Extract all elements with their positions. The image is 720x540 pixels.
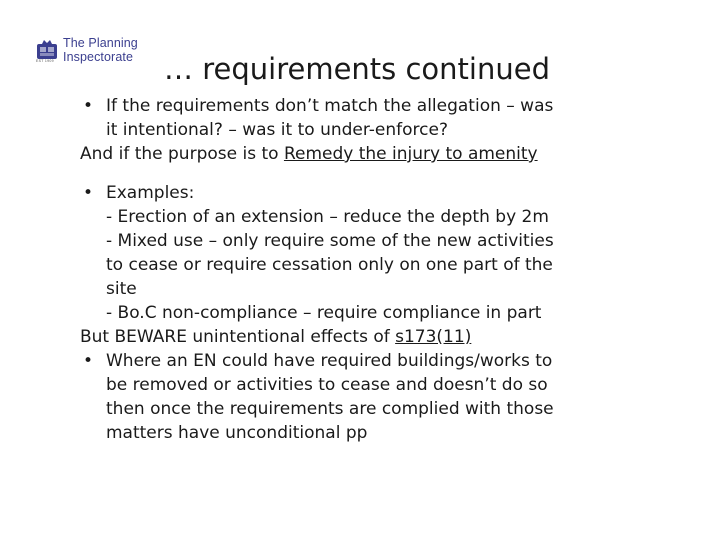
logo-est-text: EST 1909 xyxy=(36,59,54,63)
planning-inspectorate-logo xyxy=(34,35,154,67)
logo-line-1: The Planning xyxy=(63,36,138,50)
bullet-2-line-1: • Examples: xyxy=(80,181,700,205)
s173-underlined: s173(11) xyxy=(395,327,472,347)
slide-title: … requirements continued xyxy=(164,52,550,86)
remedy-injury-underlined: Remedy the injury to amenity xyxy=(283,144,538,164)
bullet-1-line-2: it intentional? – was it to under-enforce? xyxy=(106,120,448,140)
bullet-3-line-4: matters have unconditional pp xyxy=(106,423,368,443)
paragraph-beware xyxy=(80,325,700,349)
logo-line-2: Inspectorate xyxy=(63,50,133,64)
spacer xyxy=(80,166,700,181)
bullet-3-line-1: • Where an EN could have required buildings/works to xyxy=(80,349,700,373)
slide-body xyxy=(80,94,700,445)
paragraph-remedy-prefix: And if the purpose is to xyxy=(80,144,284,164)
bullet-1-line-1: • If the requirements don’t match the allegation – was xyxy=(80,94,700,118)
bullet-2-line-2: - Erection of an extension – reduce the depth by 2m xyxy=(106,207,549,227)
bullet-2-line-6: - Bo.C non-compliance – require compliance in part xyxy=(106,303,542,323)
paragraph-remedy xyxy=(80,142,700,166)
bullet-3-line-2: be removed or activities to cease and doesn’t do so xyxy=(106,375,548,395)
bullet-2-line-3: - Mixed use – only require some of the new activities xyxy=(106,231,554,251)
logo-wordmark xyxy=(63,36,138,64)
bullet-2-line-4: to cease or require cessation only on one part of the xyxy=(106,255,553,275)
bullet-3-line-3: then once the requirements are complied with those xyxy=(106,399,554,419)
paragraph-beware-prefix: But BEWARE unintentional effects of xyxy=(80,327,396,347)
bullet-2-line-5: site xyxy=(106,279,137,299)
